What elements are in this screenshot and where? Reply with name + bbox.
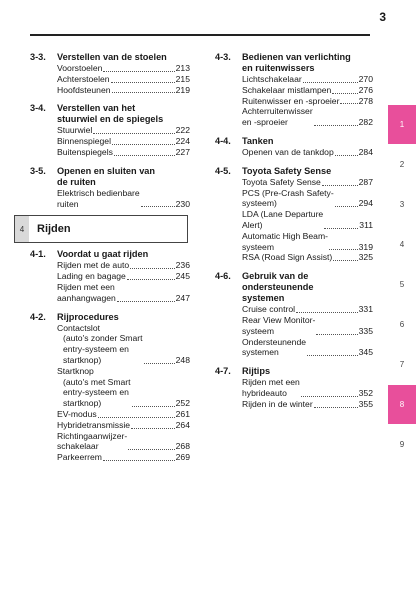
toc-entry-label (242, 315, 315, 337)
toc-entry-page: 319 (358, 241, 373, 252)
toc-entry[interactable] (242, 231, 373, 253)
toc-entry-list (57, 260, 190, 303)
section-title-line: de ruiten (57, 176, 96, 187)
section-title-line: Openen en sluiten van (57, 165, 156, 176)
dot-leader (93, 133, 174, 134)
toc-entry-label-line: Ondersteunende (242, 336, 307, 347)
section-heading (215, 271, 373, 304)
toc-entry-label-line: Rear View Monitor- (242, 314, 316, 325)
toc-entry[interactable] (57, 366, 190, 409)
toc-entry-label-line: Achterstoelen (57, 73, 110, 84)
toc-entry[interactable] (57, 420, 190, 431)
toc-entry[interactable] (57, 260, 190, 271)
chapter-tab-8[interactable]: 8 (388, 385, 416, 425)
section-heading (30, 103, 190, 125)
toc-entry-label-line: startknop) (63, 398, 102, 409)
toc-entry-page: 222 (175, 125, 190, 136)
toc-entry[interactable] (57, 271, 190, 282)
toc-entry-label-line: Rijden met een (57, 281, 115, 292)
toc-entry-page: 224 (175, 136, 190, 147)
toc-entry-list (242, 304, 373, 358)
toc-entry-page: 294 (358, 198, 373, 209)
toc-entry[interactable] (242, 147, 373, 158)
toc-entry-label-line: systemen (242, 347, 279, 358)
toc-section (215, 52, 373, 128)
toc-entry-label (57, 366, 131, 409)
section-heading (30, 249, 190, 260)
dot-leader (303, 82, 358, 83)
toc-entry-label-line: LDA (Lane Departure (242, 209, 324, 220)
toc-entry-page: 268 (175, 441, 190, 452)
section-title-line: Verstellen van de stoelen (57, 52, 167, 62)
section-number: 4-7. (215, 366, 231, 377)
toc-entry-label (242, 337, 306, 359)
toc-entry-label (57, 282, 116, 304)
toc-entry-label-line: Contactslot (57, 322, 100, 333)
section-title-line: Voordat u gaat rijden (57, 249, 149, 260)
toc-entry[interactable] (242, 96, 373, 107)
dot-leader (296, 312, 358, 313)
section-number: 4-5. (215, 165, 231, 176)
toc-entry-label-line: en -sproeier (242, 117, 288, 128)
toc-section (215, 136, 373, 158)
section-title-line: Rijtips (242, 366, 271, 377)
toc-entry[interactable] (242, 106, 373, 128)
header-rule (30, 34, 370, 36)
page-number: 3 (379, 10, 386, 24)
toc-entry-page: 213 (175, 63, 190, 73)
chapter-tab-4[interactable]: 4 (388, 225, 416, 265)
chapter-tab-7[interactable]: 7 (388, 345, 416, 385)
toc-entry-label (57, 147, 113, 158)
toc-entry[interactable] (57, 431, 190, 453)
toc-entry-label-line: Cruise control (242, 304, 296, 315)
toc-entry-label (242, 304, 295, 315)
toc-entry[interactable] (57, 136, 190, 147)
toc-entry-page: 284 (358, 146, 373, 157)
dot-leader (130, 268, 175, 269)
toc-entry-label-line: Binnenspiegel (57, 136, 111, 147)
dot-leader (340, 103, 357, 104)
toc-entry-label-line: Richtingaanwijzer- (57, 430, 128, 441)
toc-entry-label (242, 188, 334, 210)
section-title (242, 271, 373, 304)
toc-section (30, 166, 190, 210)
toc-entry-label (57, 125, 92, 136)
section-heading (215, 166, 373, 177)
section-number: 4-4. (215, 135, 231, 146)
section-title (57, 166, 190, 188)
toc-entry-label (57, 431, 127, 453)
toc-entry-label-line: aanhangwagen (57, 292, 116, 303)
toc-entry-page: 252 (175, 398, 190, 409)
toc-entry-label (57, 260, 129, 271)
toc-entry-label-line: entry-systeem en (63, 344, 129, 355)
section-title-line: stuurwiel en de spiegels (57, 114, 164, 125)
toc-entry-page: 261 (175, 408, 190, 419)
toc-entry-label (242, 177, 321, 188)
toc-entry-page: 245 (175, 271, 190, 282)
toc-entry-list (57, 323, 190, 463)
toc-entry-page: 230 (175, 198, 190, 209)
toc-entry[interactable] (242, 252, 373, 263)
toc-entry[interactable] (57, 188, 190, 210)
section-heading (215, 136, 373, 147)
toc-entry-label (57, 63, 102, 74)
section-title-line: Verstellen van het (57, 103, 136, 114)
toc-entry-page: 287 (358, 176, 373, 187)
chapter-tab-sidebar (388, 105, 416, 465)
toc-entry-label (57, 323, 143, 366)
chapter-number: 4 (15, 216, 29, 242)
toc-entry-label (242, 377, 300, 399)
toc-entry-label (57, 452, 102, 463)
toc-entry[interactable] (242, 315, 373, 337)
toc-entry-label-line: RSA (Road Sign Assist) (242, 252, 333, 263)
dot-leader (112, 92, 175, 93)
toc-entry-label (57, 271, 126, 282)
toc-entry[interactable] (57, 452, 190, 463)
toc-entry[interactable] (57, 85, 190, 96)
toc-section (215, 271, 373, 358)
toc-entry-label-line: Rijden met een (242, 377, 300, 388)
section-heading (30, 52, 190, 63)
toc-entry-label (242, 106, 313, 128)
toc-entry-list (57, 188, 190, 210)
toc-entry-label (242, 231, 328, 253)
toc-entry[interactable] (57, 74, 190, 85)
toc-entry-label-line: Parkeerrem (57, 452, 102, 463)
toc-entry-label (57, 409, 97, 420)
toc-entry-list (57, 125, 190, 157)
toc-section (30, 103, 190, 157)
section-title (242, 52, 373, 74)
dot-leader (314, 125, 358, 126)
section-heading (30, 312, 190, 323)
toc-entry-label (242, 399, 313, 410)
toc-entry-label-line: Startknop (57, 365, 94, 376)
toc-entry-list (242, 147, 373, 158)
toc-left-column (19, 52, 190, 465)
dot-leader (114, 155, 175, 156)
section-number: 4-3. (215, 52, 231, 62)
toc-entry-page: 264 (175, 419, 190, 430)
toc-entry-label-line: Hybridetransmissie (57, 419, 131, 430)
toc-entry[interactable] (57, 282, 190, 304)
chapter-heading (14, 215, 188, 243)
dot-leader (141, 206, 175, 207)
toc-entry-list (242, 377, 373, 409)
toc-entry-label (57, 136, 111, 147)
dot-leader (98, 417, 175, 418)
dot-leader (117, 301, 175, 302)
toc-entry-label-line: (auto's met Smart (63, 376, 131, 387)
section-title (57, 249, 190, 260)
dot-leader (144, 363, 175, 364)
toc-entry-label-line: Ruitenwisser en -sproeier (242, 95, 340, 106)
toc-entry-label-line: startknop) (63, 354, 102, 365)
section-title-line: ondersteunende (242, 282, 314, 293)
toc-entry-label (242, 252, 332, 263)
section-title (242, 136, 373, 147)
toc-section (30, 52, 190, 95)
section-title-line: Toyota Safety Sense (242, 165, 332, 176)
toc-entry-label-line: Stuurwiel (57, 125, 93, 136)
section-title (242, 366, 373, 377)
chapter-tab-5[interactable]: 5 (388, 265, 416, 305)
dot-leader (307, 355, 358, 356)
section-title-line: Gebruik van de (242, 271, 309, 282)
section-number: 4-2. (30, 311, 46, 322)
toc-entry-label-line: schakelaar (57, 441, 99, 452)
toc-entry-page: 355 (358, 398, 373, 409)
toc-entry-page: 215 (175, 73, 190, 84)
dot-leader (333, 260, 357, 261)
dot-leader (132, 406, 175, 407)
toc-entry-label-line: Schakelaar mistlampen (242, 84, 332, 95)
dot-leader (332, 93, 357, 94)
chapter-tab-3[interactable]: 3 (388, 185, 416, 225)
toc-section (215, 366, 373, 409)
toc-entry-label (242, 85, 331, 96)
toc-entry-page: 219 (175, 84, 190, 95)
toc-entry-label-line: (auto's zonder Smart (63, 333, 143, 344)
dot-leader (324, 228, 358, 229)
dot-leader (335, 206, 358, 207)
toc-entry-label-line: Lichtschakelaar (242, 74, 302, 84)
section-title (57, 103, 190, 125)
toc-entry[interactable] (242, 337, 373, 359)
dot-leader (316, 334, 357, 335)
dot-leader (322, 185, 358, 186)
dot-leader (329, 249, 358, 250)
toc-entry[interactable] (242, 304, 373, 315)
section-title-line: en ruitenwissers (242, 63, 315, 73)
toc-entry-page: 270 (358, 74, 373, 84)
toc-entry-page: 335 (358, 325, 373, 336)
section-heading (30, 166, 190, 188)
toc-entry-label-line: entry-systeem en (63, 387, 129, 398)
toc-section (215, 166, 373, 263)
toc-right-column (215, 52, 373, 412)
toc-entry-label (57, 85, 111, 96)
toc-entry-label-line: hybrideauto (242, 387, 287, 398)
toc-entry-label-line: Automatic High Beam- (242, 230, 328, 241)
toc-entry-label-line: Achterruitenwisser (242, 106, 313, 117)
section-number: 4-6. (215, 271, 231, 282)
chapter-tab-9[interactable]: 9 (388, 425, 416, 465)
toc-entry-label-line: Openen van de tankdop (242, 146, 334, 157)
toc-entry-label (57, 420, 130, 431)
toc-entry[interactable] (242, 209, 373, 231)
toc-entry-page: 227 (175, 146, 190, 157)
section-title (242, 166, 373, 177)
dot-leader (314, 407, 358, 408)
section-number: 3-3. (30, 52, 46, 62)
section-title-line: Bedienen van verlichting (242, 52, 351, 62)
toc-entry[interactable] (242, 188, 373, 210)
section-title-line: systemen (242, 293, 285, 304)
toc-entry-label (242, 147, 334, 158)
section-title (57, 52, 190, 63)
chapter-tab-1[interactable]: 1 (388, 105, 416, 145)
toc-entry-list (242, 177, 373, 263)
dot-leader (112, 144, 175, 145)
dot-leader (301, 396, 358, 397)
dot-leader (335, 155, 358, 156)
toc-entry-label-line: Alert) (242, 219, 263, 230)
toc-entry-page: 278 (358, 95, 373, 106)
toc-entry[interactable] (57, 323, 190, 366)
toc-entry-label-line: Voorstoelen (57, 63, 103, 73)
toc-entry-label (242, 209, 323, 231)
toc-entry-page: 236 (175, 260, 190, 271)
dot-leader (103, 460, 175, 461)
toc-entry-list (242, 74, 373, 128)
dot-leader (103, 71, 174, 72)
toc-entry-page: 325 (358, 252, 373, 263)
toc-entry[interactable] (242, 399, 373, 410)
toc-entry-label-line: EV-modus (57, 408, 97, 419)
toc-section (30, 312, 190, 463)
toc-entry-label-line: Rijden met de auto (57, 260, 130, 271)
toc-entry-label-line: systeem) (242, 198, 277, 209)
toc-entry-label-line: Buitenspiegels (57, 146, 113, 157)
toc-entry-label-line: systeem (242, 325, 274, 336)
toc-entry-page: 276 (358, 84, 373, 95)
section-number: 3-5. (30, 165, 46, 176)
section-heading (215, 52, 373, 74)
dot-leader (127, 279, 175, 280)
chapter-tab-2[interactable]: 2 (388, 145, 416, 185)
toc-entry-page: 247 (175, 292, 190, 303)
chapter-tab-6[interactable]: 6 (388, 305, 416, 345)
toc-section (30, 249, 190, 303)
dot-leader (128, 449, 174, 450)
dot-leader (111, 82, 175, 83)
toc-entry-list (57, 63, 190, 95)
section-title-line: Rijprocedures (57, 311, 119, 322)
section-title (57, 312, 190, 323)
toc-entry-label (57, 188, 140, 210)
toc-entry-label-line: PCS (Pre-Crash Safety- (242, 187, 334, 198)
toc-entry-label (242, 96, 339, 107)
toc-entry-label-line: Elektrisch bedienbare (57, 187, 140, 198)
section-number: 3-4. (30, 103, 46, 114)
toc-entry[interactable] (57, 63, 190, 74)
toc-entry-label-line: Hoofdsteunen (57, 84, 111, 95)
toc-entry[interactable] (242, 177, 373, 188)
toc-entry-page: 352 (358, 387, 373, 398)
chapter-title: Rijden (37, 223, 71, 236)
toc-entry-label-line: Lading en bagage (57, 271, 126, 282)
toc-entry-label-line: ruiten (57, 198, 79, 209)
section-number: 4-1. (30, 249, 46, 260)
toc-entry-page: 248 (175, 354, 190, 365)
toc-entry-page: 282 (358, 117, 373, 128)
section-heading (215, 366, 373, 377)
dot-leader (131, 428, 175, 429)
section-title-line: Tanken (242, 135, 274, 146)
toc-entry-label (242, 74, 302, 85)
toc-entry-label-line: Toyota Safety Sense (242, 176, 321, 187)
toc-entry-page: 331 (358, 304, 373, 315)
toc-entry[interactable] (57, 147, 190, 158)
toc-entry-page: 345 (358, 347, 373, 358)
toc-entry[interactable] (57, 409, 190, 420)
toc-entry-label-line: Rijden in de winter (242, 398, 313, 409)
toc-entry[interactable] (242, 74, 373, 85)
toc-entry[interactable] (242, 377, 373, 399)
toc-entry-label (57, 74, 110, 85)
toc-entry[interactable] (57, 125, 190, 136)
toc-entry-label-line: systeem (242, 241, 274, 252)
toc-entry-page: 269 (175, 452, 190, 463)
toc-entry-page: 311 (359, 219, 373, 230)
toc-entry[interactable] (242, 85, 373, 96)
